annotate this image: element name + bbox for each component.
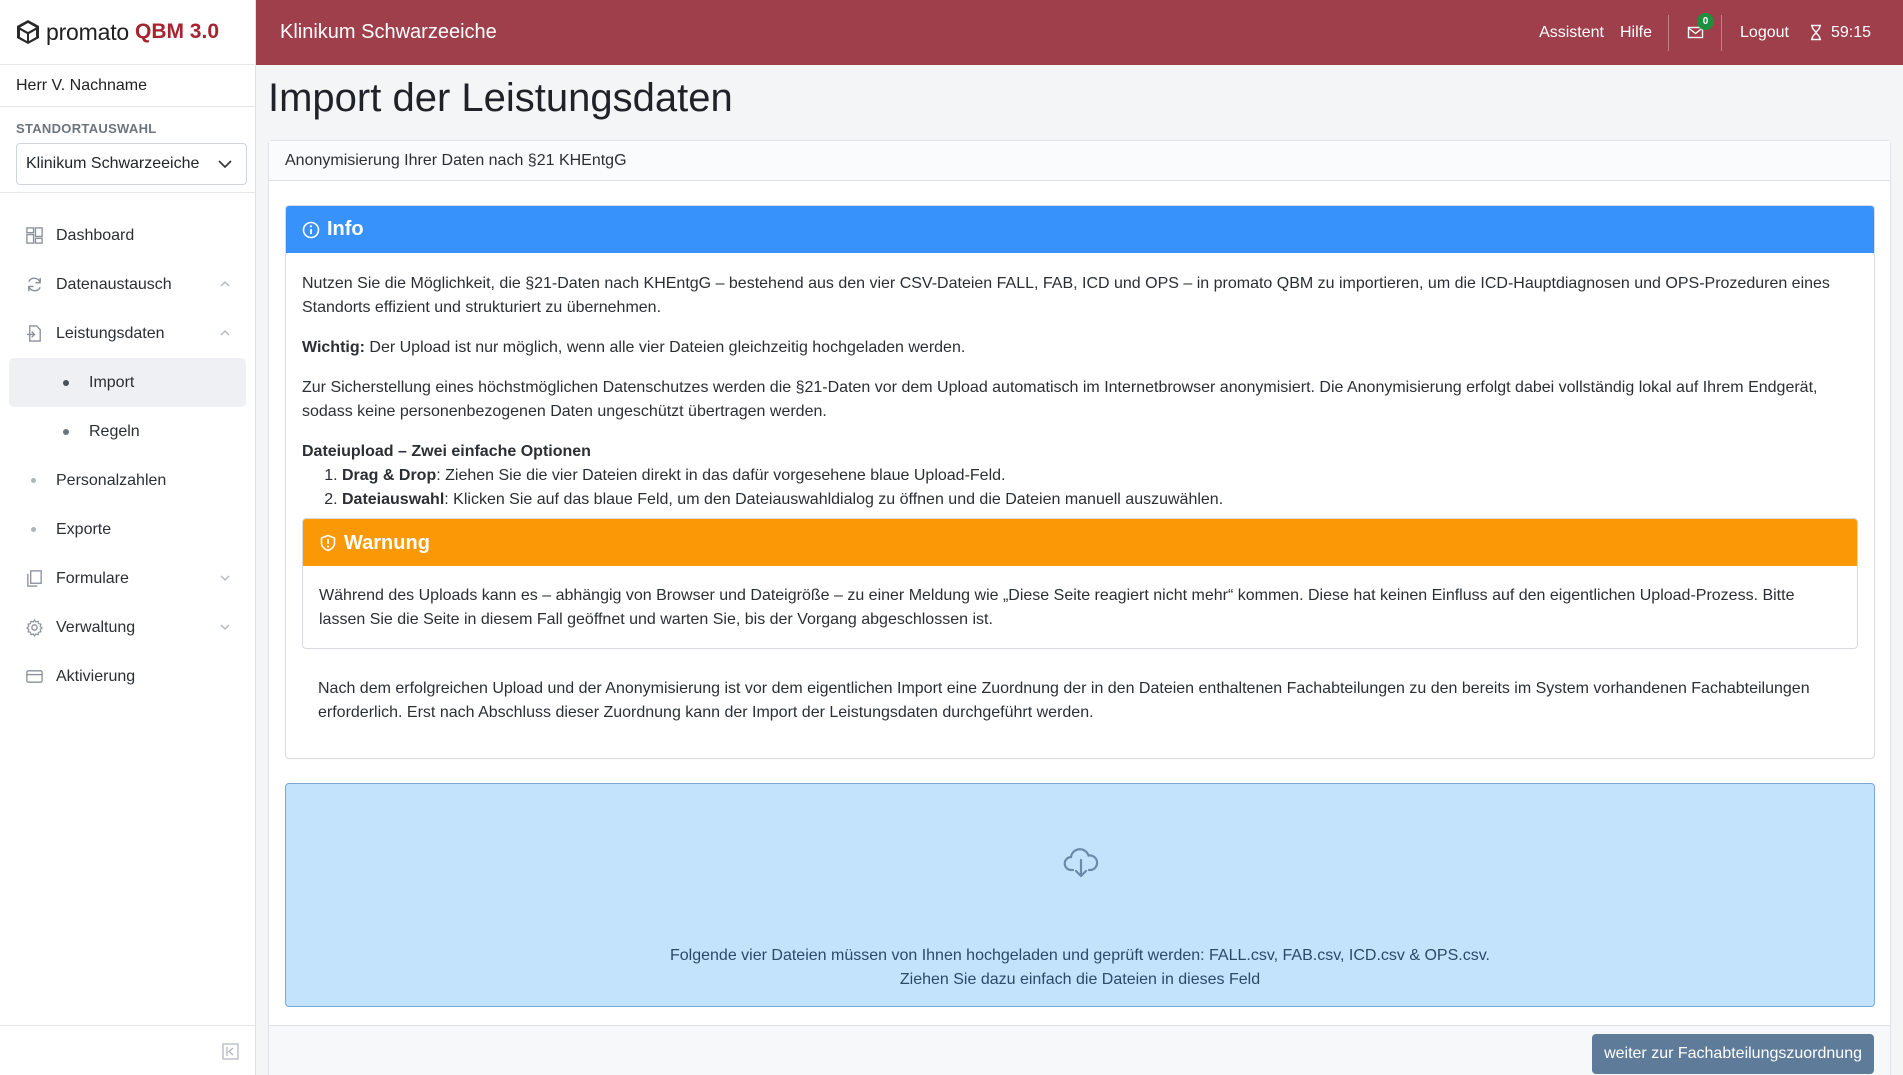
assistant-link[interactable]: Assistent <box>1539 23 1604 41</box>
refresh-icon <box>24 275 44 295</box>
site-label: STANDORTAUSWAHL <box>16 121 157 136</box>
site-select[interactable] <box>16 143 247 185</box>
chevron-up-icon <box>218 326 232 340</box>
sidebar-item-datenaustausch[interactable] <box>0 260 255 309</box>
chevron-down-icon <box>216 155 234 173</box>
sidebar-item-label: Regeln <box>89 422 140 440</box>
session-timer-value: 59:15 <box>1830 23 1871 41</box>
cloud-download-icon <box>1062 844 1100 882</box>
important-text: Der Upload ist nur möglich, wenn alle vier Dateien gleichzeitig hochgeladen werden. <box>364 339 966 356</box>
sidebar-item-label: Personalzahlen <box>56 471 167 489</box>
divider <box>1721 15 1722 51</box>
file-import-icon <box>24 324 44 344</box>
bullet-icon <box>63 380 69 386</box>
brand-product: QBM 3.0 <box>134 20 220 43</box>
sidebar-item-exporte[interactable] <box>0 505 255 554</box>
topbar-title: Klinikum Schwarzeeiche <box>280 21 497 43</box>
option-text: : Ziehen Sie die vier Dateien direkt in das dafür vorgesehene blaue Upload-Feld. <box>436 467 1006 484</box>
sidebar <box>0 0 256 1075</box>
site-select-value: Klinikum Schwarzeeiche <box>26 155 200 172</box>
gear-icon <box>24 618 44 638</box>
sidebar-item-label: Dashboard <box>56 226 135 244</box>
dropzone-line-2: Ziehen Sie dazu einfach die Dateien in dieses Feld <box>899 971 1261 988</box>
sidebar-item-aktivierung[interactable] <box>0 652 255 701</box>
info-body <box>286 253 1874 725</box>
upload-dropzone[interactable] <box>285 783 1875 1007</box>
dropzone-text <box>286 944 1874 992</box>
warning-box <box>302 518 1858 649</box>
upload-options-title: Dateiupload – Zwei einfache Optionen <box>302 443 591 460</box>
option-label: Drag & Drop <box>342 467 437 484</box>
help-link[interactable]: Hilfe <box>1620 23 1653 41</box>
sidebar-item-personalzahlen[interactable] <box>0 456 255 505</box>
privacy-paragraph: Zur Sicherstellung eines höchstmöglichen Datenschutzes werden die §21-Daten vor dem Upload automatisch im Internetbrowser anonymisiert. Die Anonymisierung erfolgt dabei vollständig lokal auf Ihrem Endgerät, sodass keine personenbezogenen Daten ungeschützt übertragen werden. <box>302 379 1818 420</box>
brand[interactable] <box>0 0 255 65</box>
collapse-sidebar-icon[interactable] <box>222 1043 239 1060</box>
topbar <box>256 0 1903 65</box>
option-label: Dateiauswahl <box>342 491 445 508</box>
logout-link[interactable]: Logout <box>1740 23 1789 41</box>
topbar-actions <box>1539 0 1903 65</box>
warning-text: Während des Uploads kann es – abhängig von Browser und Dateigröße – zu einer Meldung wie „Diese Seite reagiert nicht mehr“ kommen. Diese hat keinen Einfluss auf den eigentlichen Upload-Prozess. Bitte lassen Sie die Seite in diesem Fall geöffnet und warten Sie, bis der Vorgang abgeschlossen ist. <box>319 587 1795 628</box>
hourglass-icon <box>1809 24 1823 41</box>
info-paragraph: Nutzen Sie die Möglichkeit, die §21-Daten nach KHEntgG – bestehend aus den vier CSV-Dateien FALL, FAB, ICD und OPS – in promato QBM zu importieren, um die ICD-Hauptdiagnosen und OPS-Prozeduren eines Standorts effizient und strukturiert zu übernehmen. <box>302 275 1830 316</box>
shield-alert-icon <box>319 534 337 552</box>
sidebar-item-formulare[interactable] <box>0 554 255 603</box>
card-footer <box>269 1025 1890 1075</box>
files-icon <box>24 569 44 589</box>
session-timer <box>1809 24 1871 42</box>
sidebar-subitem-regeln[interactable] <box>0 407 255 456</box>
sidebar-item-label: Leistungsdaten <box>56 324 165 342</box>
sidebar-item-dashboard[interactable] <box>0 211 255 260</box>
info-box <box>285 205 1875 759</box>
bullet-icon <box>31 478 36 483</box>
dropzone-line-1: Folgende vier Dateien müssen von Ihnen hochgeladen und geprüft werden: FALL.csv, FAB.csv, ICD.csv & OPS.csv. <box>670 947 1490 964</box>
brand-name: promato <box>46 18 129 45</box>
mapping-note: Nach dem erfolgreichen Upload und der Anonymisierung ist vor dem eigentlichen Import eine Zuordnung der in den Dateien enthaltenen Fachabteilungen zu den bereits im System vorhandenen Fachabteilungen erforderlich. Erst nach Abschluss dieser Zuordnung kann der Import der Leistungsdaten durchgeführt werden. <box>318 680 1810 721</box>
sidebar-subitem-import[interactable] <box>9 358 246 407</box>
list-item <box>342 488 1858 512</box>
next-button[interactable]: weiter zur Fachabteilungszuordnung <box>1592 1034 1874 1074</box>
page-title: Import der Leistungsdaten <box>268 76 733 120</box>
messages-button[interactable] <box>1669 0 1721 65</box>
sidebar-nav <box>0 193 255 701</box>
sidebar-item-label: Verwaltung <box>56 618 136 636</box>
important-label: Wichtig: <box>302 339 365 356</box>
option-text: : Klicken Sie auf das blaue Feld, um den Dateiauswahldialog zu öffnen und die Dateien manuell auszuwählen. <box>444 491 1224 508</box>
sidebar-item-label: Aktivierung <box>56 667 136 685</box>
sidebar-collapse-bar <box>0 1025 255 1075</box>
warning-heading-text: Warnung <box>344 531 430 554</box>
sidebar-item-label: Datenaustausch <box>56 275 172 293</box>
dashboard-icon <box>24 226 44 246</box>
card-header: Anonymisierung Ihrer Daten nach §21 KHEntgG <box>269 141 1890 181</box>
chevron-down-icon <box>218 620 232 634</box>
info-heading-text: Info <box>327 218 364 240</box>
sidebar-item-label: Exporte <box>56 520 112 538</box>
sidebar-item-leistungsdaten[interactable] <box>0 309 255 358</box>
list-item <box>342 464 1858 488</box>
credit-card-icon <box>24 667 44 687</box>
upload-options-list <box>342 464 1858 512</box>
sidebar-item-label: Import <box>89 373 135 391</box>
warning-heading <box>303 519 1857 566</box>
important-note <box>302 336 1858 360</box>
messages-count-badge: 0 <box>1697 13 1714 30</box>
sidebar-item-label: Formulare <box>56 569 129 587</box>
bullet-icon <box>63 429 69 435</box>
info-circle-icon <box>302 221 320 239</box>
info-heading <box>286 206 1874 253</box>
sidebar-item-verwaltung[interactable] <box>0 603 255 652</box>
chevron-up-icon <box>218 277 232 291</box>
bullet-icon <box>31 527 36 532</box>
import-card <box>268 140 1891 1075</box>
cube-logo-icon <box>14 18 42 46</box>
chevron-down-icon <box>218 571 232 585</box>
user-name: Herr V. Nachname <box>0 65 255 107</box>
